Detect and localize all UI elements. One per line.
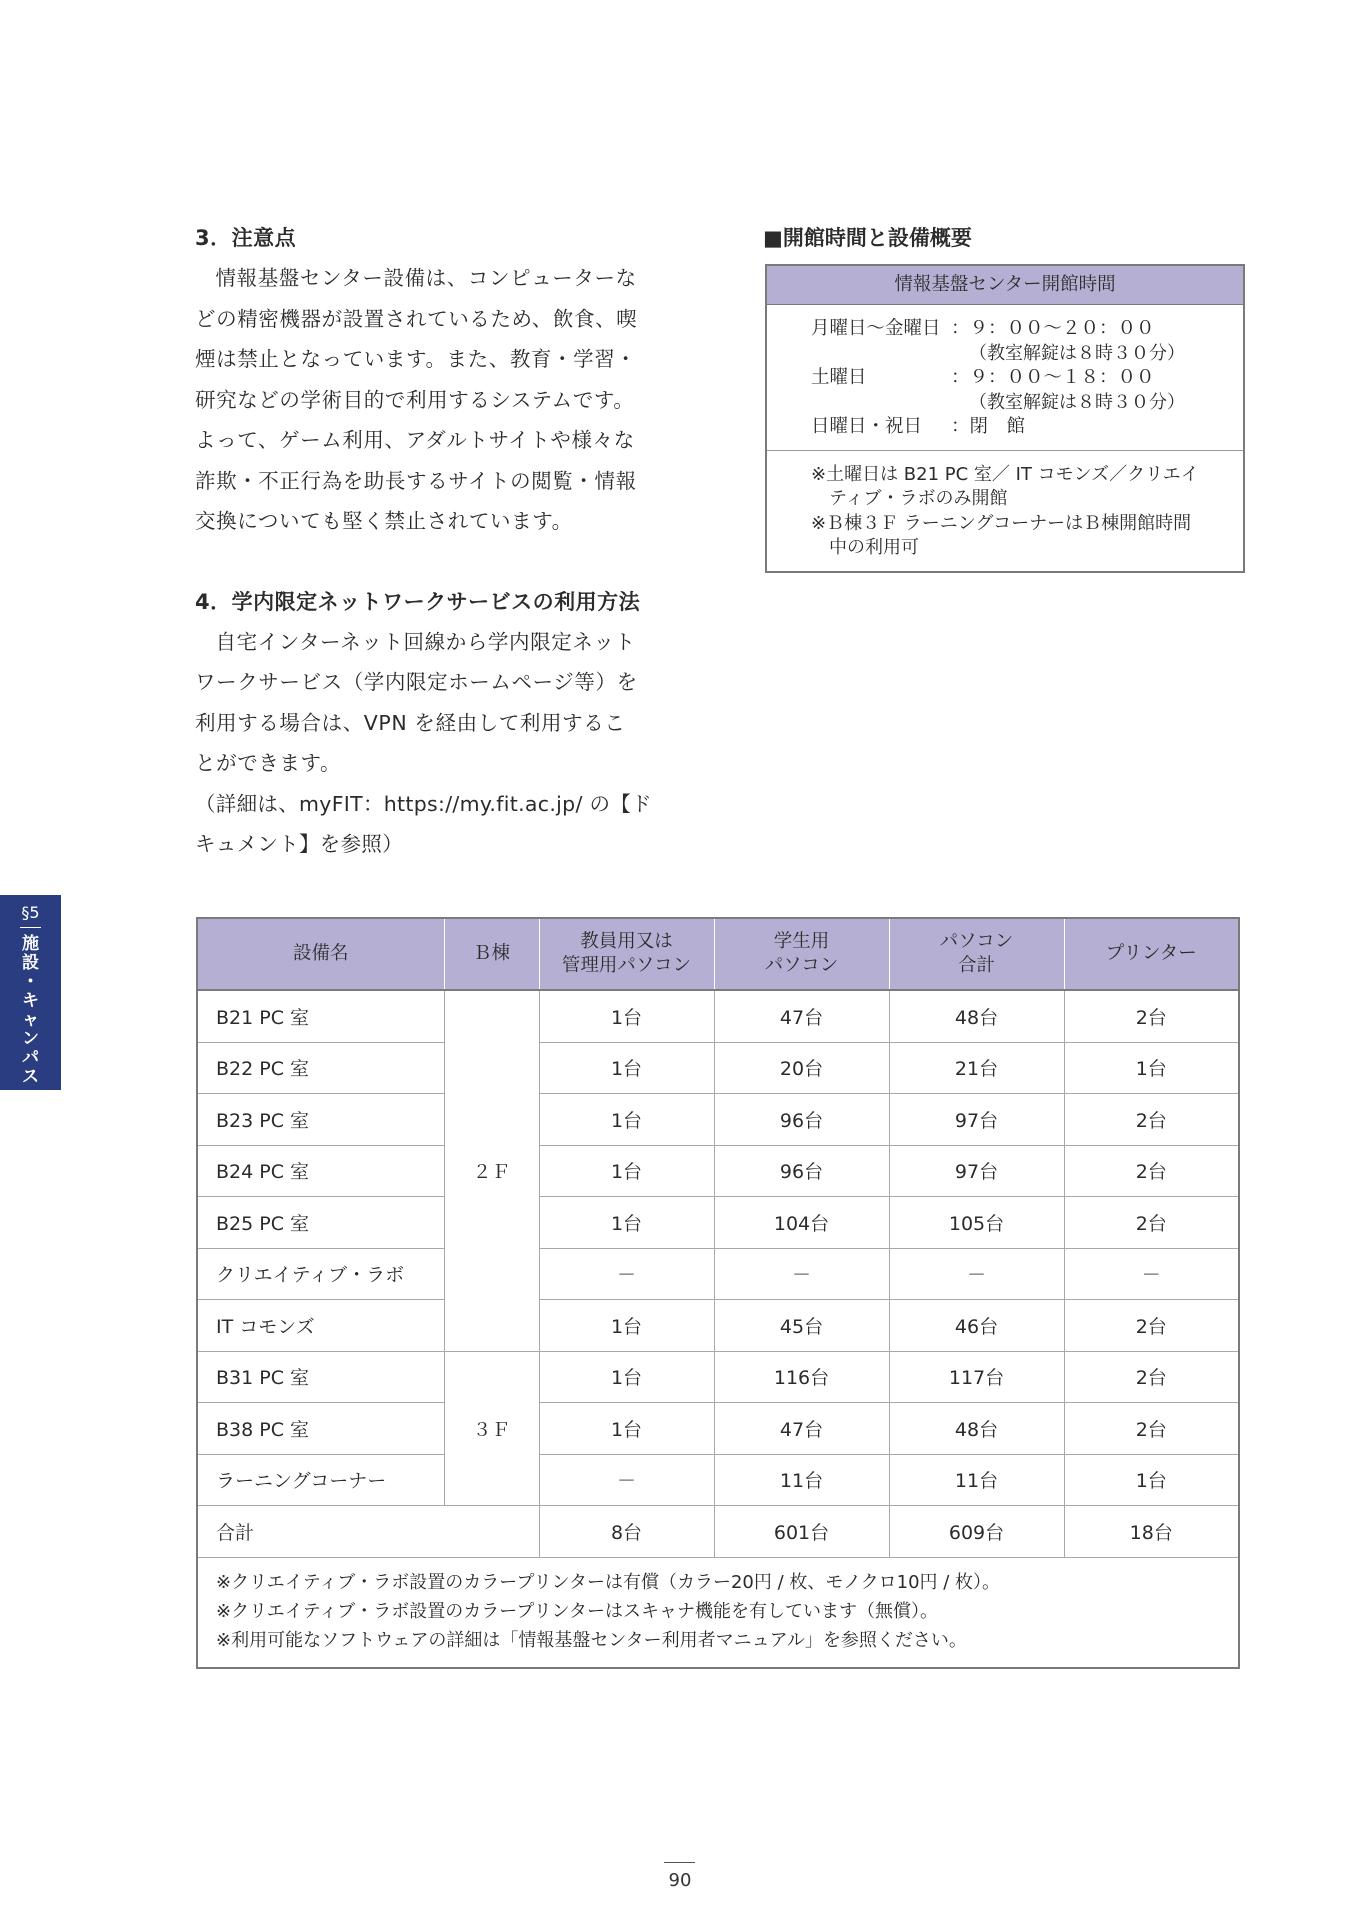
hours-day: 月曜日～金曜日	[811, 318, 941, 339]
printer-count: －	[1064, 1248, 1239, 1300]
section-3-line: 詐欺・不正行為を助長するサイトの閲覧・情報	[195, 468, 637, 493]
header-name: 設備名	[197, 918, 444, 990]
pc-total-count: 11台	[889, 1454, 1064, 1506]
room-name: B31 PC 室	[197, 1351, 444, 1403]
section-4-line: とができます。	[195, 751, 342, 775]
footnote-row	[197, 1557, 1239, 1668]
hours-time: ：閉 館	[951, 416, 1026, 437]
section-4-line: 利用する場合は、VPN を経由して利用するこ	[195, 710, 626, 735]
header-staff-pc: 教員用又は 管理用パソコン	[539, 918, 714, 990]
room-name: ラーニングコーナー	[197, 1454, 444, 1506]
printer-count: 1台	[1064, 1042, 1239, 1094]
hours-day: 土曜日	[811, 367, 867, 388]
hours-time: ：９：００～１８：００	[951, 367, 1155, 388]
printer-count: 2台	[1064, 1403, 1239, 1455]
section-4-line: 自宅インターネット回線から学内限定ネット	[215, 629, 636, 654]
room-name: IT コモンズ	[197, 1300, 444, 1352]
footnote: ※クリエイティブ・ラボ設置のカラープリンターはスキャナ機能を有しています（無償）。	[216, 1600, 938, 1622]
total-row	[197, 1506, 1239, 1558]
left-column	[195, 218, 675, 865]
equipment-table	[196, 917, 1240, 1669]
student-pc-count: 116台	[714, 1351, 889, 1403]
section-4-heading: 4．学内限定ネットワークサービスの利用方法	[195, 589, 641, 614]
pc-total-count: 21台	[889, 1042, 1064, 1094]
student-pc-count: －	[714, 1248, 889, 1300]
hours-row	[811, 317, 1243, 342]
printer-count: 1台	[1064, 1454, 1239, 1506]
table-row	[197, 1454, 1239, 1506]
table-row	[197, 1094, 1239, 1146]
student-pc-count: 47台	[714, 1403, 889, 1455]
student-pc-count: 45台	[714, 1300, 889, 1352]
section-3-body	[195, 258, 675, 542]
chapter-side-tab	[0, 895, 61, 1090]
header-building: Ｂ棟	[444, 918, 539, 990]
staff-pc-total: 8台	[539, 1506, 714, 1558]
header-pc-total: パソコン 合計	[889, 918, 1064, 990]
section-3-heading: 3．注意点	[195, 226, 297, 250]
section-3-line: 煙は禁止となっています。また、教育・学習・	[195, 347, 637, 371]
room-name: クリエイティブ・ラボ	[197, 1248, 444, 1300]
table-row	[197, 1248, 1239, 1300]
hours-sub: （教室解錠は８時３０分）	[969, 391, 1185, 413]
table-row	[197, 1300, 1239, 1352]
hours-note-line: 中の利用可	[829, 537, 919, 558]
hours-row	[811, 366, 1243, 391]
footnote: ※クリエイティブ・ラボ設置のカラープリンターは有償（カラー20円 / 枚、モノクロ10円 / 枚）。	[216, 1571, 1001, 1593]
hours-sub: （教室解錠は８時３０分）	[969, 342, 1185, 364]
staff-pc-count: －	[539, 1248, 714, 1300]
staff-pc-count: 1台	[539, 1351, 714, 1403]
table-footnotes	[197, 1557, 1239, 1668]
section-4-note-line: （詳細は、myFIT：https://my.fit.ac.jp/ の【ド	[195, 791, 652, 816]
room-name: B25 PC 室	[197, 1197, 444, 1249]
staff-pc-count: －	[539, 1454, 714, 1506]
staff-pc-count: 1台	[539, 1197, 714, 1249]
section-3-line: 情報基盤センター設備は、コンピューターな	[215, 266, 637, 290]
floor-2f: ２Ｆ	[444, 990, 539, 1351]
pc-total-count: 97台	[889, 1145, 1064, 1197]
table-row	[197, 1042, 1239, 1094]
footnote: ※利用可能なソフトウェアの詳細は「情報基盤センター利用者マニュアル」を参照ください。	[216, 1629, 967, 1651]
hours-heading: ■開館時間と設備概要	[763, 226, 972, 250]
section-3-line: どの精密機器が設置されているため、飲食、喫	[195, 306, 638, 331]
staff-pc-count: 1台	[539, 1094, 714, 1146]
student-pc-count: 47台	[714, 990, 889, 1042]
hours-note-line: ※Ｂ棟３Ｆ ラーニングコーナーはＢ棟開館時間	[811, 512, 1192, 534]
hours-section	[765, 218, 1245, 573]
hours-time: ：９：００～２０：００	[951, 318, 1155, 339]
section-4-note-line: キュメント】を参照）	[195, 832, 403, 856]
pc-total-count: 48台	[889, 990, 1064, 1042]
hours-note-line: ※土曜日は B21 PC 室／ IT コモンズ／クリエイ	[811, 463, 1199, 485]
table-row	[197, 990, 1239, 1042]
total-label: 合計	[197, 1506, 539, 1558]
chapter-number: §5	[21, 903, 40, 922]
staff-pc-count: 1台	[539, 1403, 714, 1455]
student-pc-count: 104台	[714, 1197, 889, 1249]
printer-count: 2台	[1064, 1094, 1239, 1146]
section-4-line: ワークサービス（学内限定ホームページ等）を	[195, 670, 638, 694]
student-pc-count: 96台	[714, 1094, 889, 1146]
hours-day: 日曜日・祝日	[811, 416, 923, 437]
hours-row	[811, 415, 1243, 440]
hours-box	[765, 264, 1245, 573]
staff-pc-count: 1台	[539, 1042, 714, 1094]
section-4	[195, 582, 675, 865]
pc-grand-total: 609台	[889, 1506, 1064, 1558]
table-row	[197, 1351, 1239, 1403]
header-printer: プリンター	[1064, 918, 1239, 990]
chapter-title-vertical: 施 設 ・ キ ャ ン パ ス	[22, 934, 39, 1087]
hours-notes	[767, 450, 1243, 571]
table-row	[197, 1197, 1239, 1249]
printer-count: 2台	[1064, 1197, 1239, 1249]
staff-pc-count: 1台	[539, 990, 714, 1042]
floor-3f: ３Ｆ	[444, 1351, 539, 1506]
page-number-rule	[664, 1862, 695, 1863]
room-name: B38 PC 室	[197, 1403, 444, 1455]
staff-pc-count: 1台	[539, 1145, 714, 1197]
student-pc-count: 11台	[714, 1454, 889, 1506]
printer-count: 2台	[1064, 990, 1239, 1042]
room-name: B24 PC 室	[197, 1145, 444, 1197]
student-pc-count: 20台	[714, 1042, 889, 1094]
student-pc-total: 601台	[714, 1506, 889, 1558]
printer-count: 2台	[1064, 1351, 1239, 1403]
hours-body	[767, 305, 1243, 450]
hours-box-title: 情報基盤センター開館時間	[767, 266, 1243, 305]
pc-total-count: －	[889, 1248, 1064, 1300]
section-3-line: 交換についても堅く禁止されています。	[195, 509, 573, 533]
room-name: B23 PC 室	[197, 1094, 444, 1146]
student-pc-count: 96台	[714, 1145, 889, 1197]
printer-total: 18台	[1064, 1506, 1239, 1558]
pc-total-count: 117台	[889, 1351, 1064, 1403]
table-row	[197, 1145, 1239, 1197]
staff-pc-count: 1台	[539, 1300, 714, 1352]
table-header-row	[197, 918, 1239, 990]
room-name: B22 PC 室	[197, 1042, 444, 1094]
chapter-tab-divider	[20, 927, 41, 928]
printer-count: 2台	[1064, 1300, 1239, 1352]
pc-total-count: 46台	[889, 1300, 1064, 1352]
section-3-line: 研究などの学術目的で利用するシステムです。	[195, 387, 635, 412]
pc-total-count: 48台	[889, 1403, 1064, 1455]
pc-total-count: 97台	[889, 1094, 1064, 1146]
hours-note-line: ティブ・ラボのみ開館	[829, 488, 1008, 509]
printer-count: 2台	[1064, 1145, 1239, 1197]
pc-total-count: 105台	[889, 1197, 1064, 1249]
header-student-pc: 学生用 パソコン	[714, 918, 889, 990]
table-row	[197, 1403, 1239, 1455]
section-3-line: よって、ゲーム利用、アダルトサイトや様々な	[195, 428, 635, 452]
room-name: B21 PC 室	[197, 990, 444, 1042]
page-number: 90	[668, 1870, 692, 1891]
